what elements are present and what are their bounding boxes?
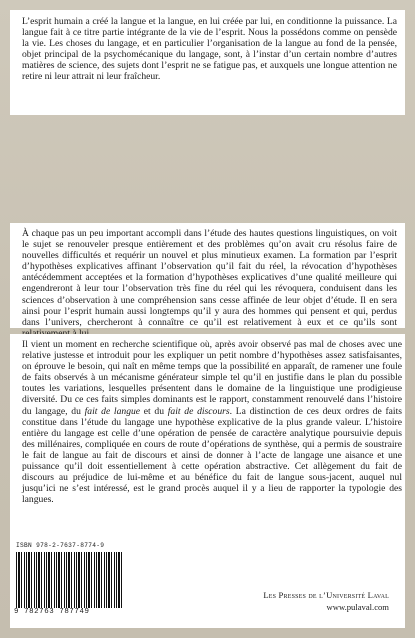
top-paragraph: L’esprit humain a créé la langue et la langue, en lui créée par lui, en conditionne la puissance. La langue fait à ce titre partie intégrante de la vie de l’esprit. Nous la possédons comme on pensède la vie. Les choses du langage, et en particulier l’organisation de la langue au fond de la pensée, objet principal de la psychomécanique du langage, sont, à l’instar d’un certain nombre d’autres matières de science, des sujets dont l’esprit ne se fatigue pas, et auxquels une longue attention ne retire ni leur attrait ni leur fraîcheur. xyxy=(22,16,397,83)
term-fait-de-discours: fait de discours xyxy=(167,405,230,417)
top-text-panel xyxy=(10,10,405,115)
publisher-name: Les Presses de l’Université Laval xyxy=(263,590,389,600)
publisher-url[interactable]: www.pulaval.com xyxy=(326,602,389,612)
publisher-block xyxy=(263,589,389,613)
barcode-block xyxy=(14,542,132,622)
barcode-icon xyxy=(16,552,124,608)
isbn-label: ISBN 978-2-7637-8774-9 xyxy=(16,542,105,549)
bottom-paragraph-text: Il vient un moment en recherche scientifique où, après avoir observé pas mal de choses avec une relative justesse et introduit pour les expliquer un petit nombre d’hypothèses assez satisfaisantes, on éprouve le besoin, qui naît en même temps que la possibilité en apparaît, de ramener une foule de faits observés à un mécanisme générateur simple tel qu’il en justifie dans le plan du possible toutes les variations, lesquelles présentent dans le domaine de la linguistique une prodigieuse diversité. Du ce ces faits simples dominants est le rapport, constamment renouvelé dans l’histoire du langage, du xyxy=(22,339,402,417)
bottom-paragraph xyxy=(22,339,402,505)
connector-et-du: et du xyxy=(143,405,165,417)
term-fait-de-langue: fait de langue xyxy=(84,405,141,417)
bottom-paragraph-end: . La distinction de ces deux ordres de faits constitue dans l’étude du langage une hypothèse explicative de la plus grande valeur. L’histoire entière du langage est celle d’une opération de pensée de caractère analytique poursuivie depuis des millénaires, compliquée en cours de route d’opérations de synthèse, qui a permis de soustraire le fait de langue au fait de discours et ainsi de donner à l’acte de langage une aisance et une puissance qu’il doit essentiellement à cette opération abstractive. Cet allègement du fait de discours au préjudice de lui-même et au bénéfice du fait de langue sous-jacent, auquel nul jusqu’ici ne s’est intéressé, est le grand procès auquel il y a lieu de rapporter la typologie des langues. xyxy=(22,405,402,506)
middle-text-panel xyxy=(10,223,405,328)
barcode-digits: 9 782763 787749 xyxy=(14,608,90,616)
middle-paragraph: À chaque pas un peu important accompli dans l’étude des hautes questions linguistiques, on voit le sujet se renouveler presque entièrement et des problèmes qu’on avait cru résolus faire de nouvelles difficultés et requérir un nouvel et plus minutieux examen. La formation par l’esprit d’hypothèses explicatives affinant l’observation qu’il fait du réel, la révocation d’hypothèses antécédemment acceptées et la formation d’hypothèses explicatives d’une qualité meilleure qui engendreront à leur tour l’observation très fine du réel qui les révoquera, conduisent dans les sciences d’observation à une compréhension sans cesse affinée de leur objet d’étude. Il en sera ainsi pour l’esprit humain aussi longtemps qu’il y aura des hommes qui pensent et qui, perdus dans l’univers, chercheront à connaître ce qu’il est relativement à eux et ce qu’ils sont xyxy=(22,228,397,328)
